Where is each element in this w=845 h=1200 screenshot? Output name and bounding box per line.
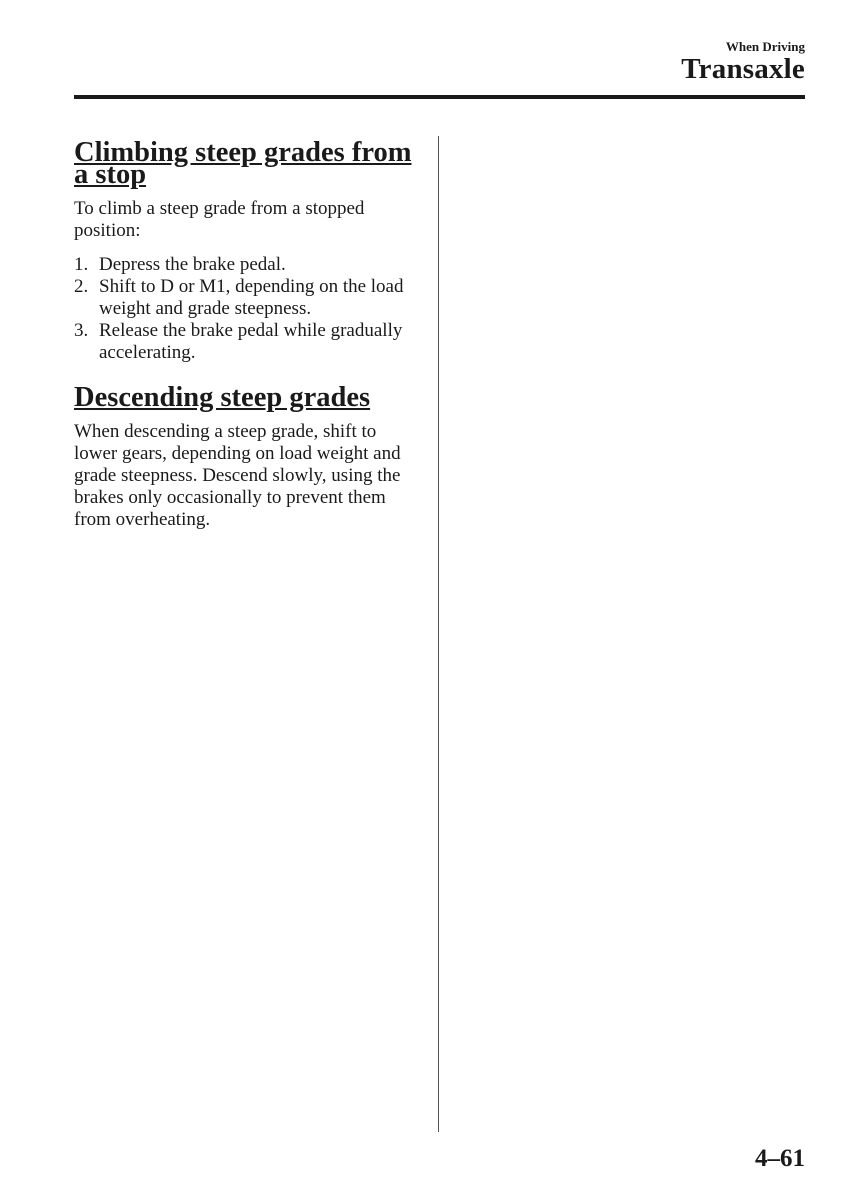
- step-text: Depress the brake pedal.: [99, 254, 286, 275]
- step-number: 2.: [74, 276, 89, 297]
- left-column: [74, 137, 424, 531]
- climbing-steps: [74, 254, 424, 364]
- page-number: 4–61: [755, 1145, 805, 1172]
- climbing-intro: To climb a steep grade from a stopped position:: [74, 198, 365, 241]
- step-number: 1.: [74, 254, 89, 275]
- step-text: Release the brake pedal while gradually accelerating.: [99, 320, 403, 363]
- step-item: [74, 276, 424, 320]
- header-section-label: When Driving: [725, 39, 805, 54]
- step-item: [74, 320, 424, 364]
- descending-heading: Descending steep grades: [74, 382, 371, 413]
- column-divider: [438, 136, 439, 1132]
- step-item: [74, 254, 424, 276]
- step-number: 3.: [74, 320, 89, 341]
- page-title: Transaxle: [681, 53, 805, 85]
- descending-body: When descending a steep grade, shift to lower gears, depending on load weight and grade steepness. Descend slowly, using the brakes only occasionally to prevent them from overheating.: [74, 421, 401, 530]
- climbing-heading: Climbing steep grades from a stop: [74, 137, 412, 190]
- header-rule: [74, 95, 805, 99]
- step-text: Shift to D or M1, depending on the load weight and grade steepness.: [99, 276, 404, 319]
